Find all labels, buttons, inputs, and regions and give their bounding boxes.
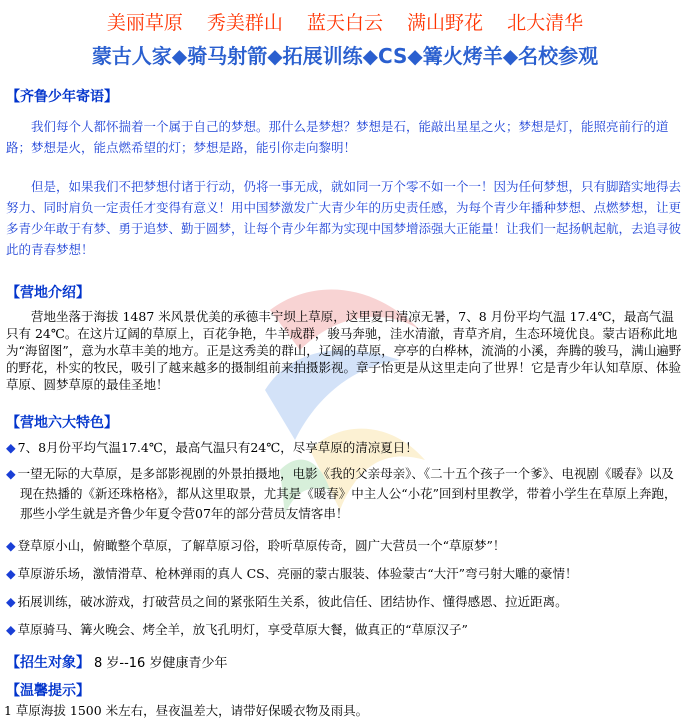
slogan-5: 北大清华 bbox=[507, 12, 584, 34]
tip-item-1: 1 草原海拔 1500 米左右，昼夜温差大，请带好保暖衣物及雨具。 bbox=[4, 703, 369, 718]
feature-item bbox=[6, 564, 684, 584]
feature-text: 拓展训练，破冰游戏，打破营员之间的紧张陌生关系，彼此信任、团结协作、懂得感恩、拉近距离。 bbox=[17, 594, 568, 609]
feature-text: 7、8月份平均气温17.4℃，最高气温只有24℃，尽享草原的清凉夏日！ bbox=[17, 440, 418, 455]
feature-text: 草原游乐场，激情滑草、枪林弹雨的真人 CS、亮丽的蒙古服装、体验蒙古“大汗”弯弓射大雕的豪情！ bbox=[17, 566, 578, 581]
message-paragraph-2: 但是，如果我们不把梦想付诸于行动，仍将一事无成，就如同一万个零不如一个一！因为任何梦想，只有脚踏实地得去努力、同时肩负一定责任才变得有意义！用中国梦激发广大青少年的历史责任感，为每个青少年播种梦想、点燃梦想，让更多青少年敢于有梦、勇于追梦、勤于圆梦，让每个青少年都为实现中国梦增添强大正能量！让我们一起扬帆起航，去追寻彼此的青春梦想！ bbox=[6, 179, 682, 257]
feature-item bbox=[6, 592, 684, 612]
section-title-enrollment bbox=[6, 652, 227, 672]
feature-item bbox=[6, 536, 684, 556]
feature-item bbox=[6, 438, 684, 458]
header-activities: 蒙古人家◆骑马射箭◆拓展训练◆CS◆篝火烤羊◆名校参观 bbox=[91, 44, 599, 68]
feature-item bbox=[6, 464, 684, 524]
slogan-4: 满山野花 bbox=[407, 12, 484, 34]
slogan-3: 蓝天白云 bbox=[306, 12, 383, 34]
feature-text: 登草原小山，俯瞰整个草原，了解草原习俗，聆听草原传奇，圆广大营员一个“草原梦”！ bbox=[17, 538, 506, 553]
section-title-features: 【营地六大特色】 bbox=[6, 415, 118, 431]
feature-text: 草原骑马、篝火晚会、烤全羊，放飞孔明灯，享受草原大餐，做真正的“草原汉子” bbox=[17, 622, 468, 637]
section-title-message: 【齐鲁少年寄语】 bbox=[6, 89, 118, 105]
feature-item bbox=[6, 620, 684, 640]
feature-text: 一望无际的大草原，是多部影视剧的外景拍摄地，电影《我的父亲母亲》、《二十五个孩子一个爹》、电视剧《暖春》以及现在热播的《新还珠格格》，都从这里取景，尤其是《暖春》中主人公“小花”回到村里教学，带着小学生在草原上奔跑，那些小学生就是齐鲁少年夏令营07年的部分营员友情客串！ bbox=[17, 466, 677, 521]
diamond-bullet-icon: ◆ bbox=[6, 440, 16, 455]
diamond-bullet-icon: ◆ bbox=[6, 566, 16, 581]
diamond-bullet-icon: ◆ bbox=[6, 538, 16, 553]
section-title-tips: 【温馨提示】 bbox=[6, 683, 90, 699]
diamond-bullet-icon: ◆ bbox=[6, 594, 16, 609]
message-paragraph-1: 我们每个人都怀揣着一个属于自己的梦想。那什么是梦想？梦想是石，能敲出星星之火；梦想是灯，能照亮前行的道路；梦想是火，能点燃希望的灯；梦想是路，能引你走向黎明！ bbox=[6, 119, 669, 155]
enrollment-title: 【招生对象】 bbox=[6, 655, 90, 671]
slogan-2: 秀美群山 bbox=[206, 12, 283, 34]
section-title-camp: 【营地介绍】 bbox=[6, 285, 90, 301]
header-slogans bbox=[0, 8, 690, 35]
slogan-1: 美丽草原 bbox=[106, 12, 183, 34]
enrollment-text: 8 岁--16 岁健康青少年 bbox=[94, 656, 228, 671]
diamond-bullet-icon: ◆ bbox=[6, 622, 16, 637]
camp-paragraph: 营地坐落于海拔 1487 米风景优美的承德丰宁坝上草原，这里夏日清凉无暑，7、8 月份平均气温 17.4℃，最高气温只有 24℃。在这片辽阔的草原上，百花争艳，牛羊成群，骏马奔驰，洼水清澈，青草齐肩，生态环境优良。蒙古语称此地为“海留图”，意为水草丰美的地方。正是这秀美的群山，辽阔的草原，亭亭的白桦林，流淌的小溪，奔腾的骏马，满山遍野的野花，朴实的牧民，吸引了越来越多的摄制组前来拍摄影视。章子怡更是从这里走向了世界！它是青少年认知草原、体验草原、圆梦草原的最佳圣地！ bbox=[6, 309, 682, 392]
diamond-bullet-icon: ◆ bbox=[6, 466, 16, 481]
